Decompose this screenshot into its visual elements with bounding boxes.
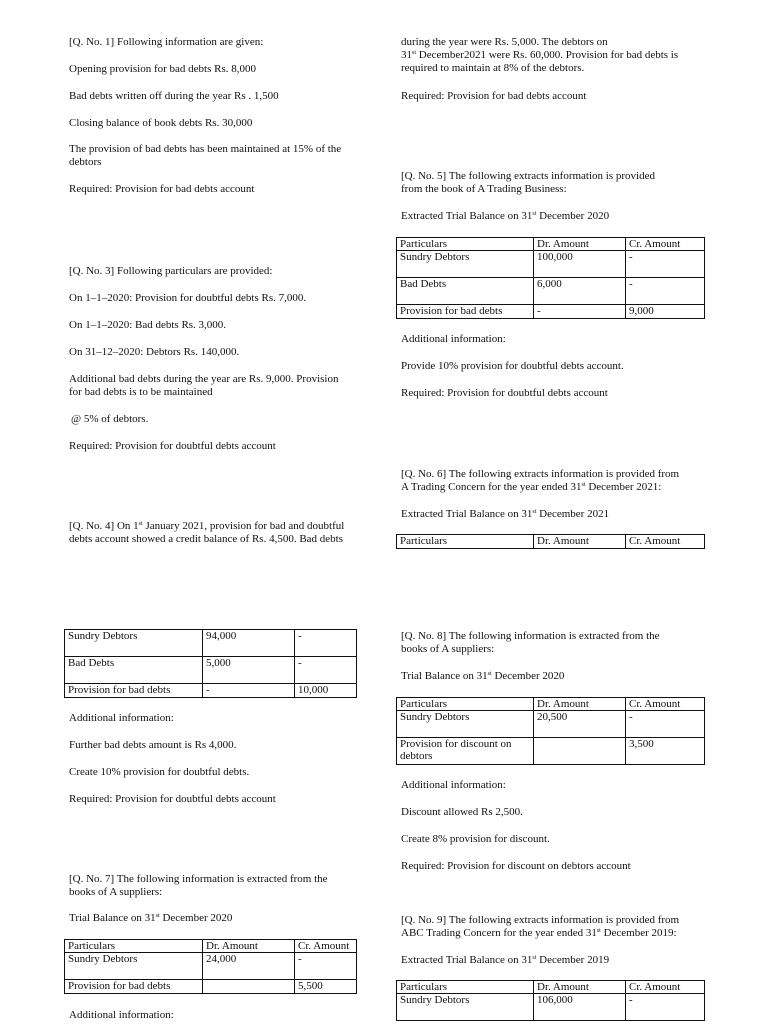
q7-trial-balance-table bbox=[64, 939, 357, 994]
q9-trial-balance-table bbox=[396, 980, 705, 1021]
q3-additional-line1: Additional bad debts during the year are Rs. 9,000. Provision bbox=[69, 373, 339, 385]
table-row: Provision for discount on debtors 3,500 bbox=[397, 738, 705, 765]
q9-trial-balance-title: Extracted Trial Balance on 31st December 2019 bbox=[401, 954, 610, 966]
table-header-row: Particulars Dr. Amount Cr. Amount bbox=[397, 698, 705, 711]
table-row: Sundry Debtors 100,000 - bbox=[397, 251, 705, 278]
q4-cont-required: Required: Provision for bad debts account bbox=[401, 90, 587, 102]
q7-additional: Additional information: bbox=[69, 1009, 174, 1021]
q5-trial-balance-title: Extracted Trial Balance on 31st December 2020 bbox=[401, 210, 610, 222]
q7-trial-balance-title: Trial Balance on 31st December 2020 bbox=[69, 912, 233, 924]
q3-additional-line2: for bad debts is to be maintained bbox=[69, 386, 213, 398]
q4-additional: Additional information: bbox=[69, 712, 174, 724]
q6-trial-balance-title: Extracted Trial Balance on 31st December 2021 bbox=[401, 508, 610, 520]
q4-create: Create 10% provision for doubtful debts. bbox=[69, 766, 250, 778]
q8-discount: Discount allowed Rs 2,500. bbox=[401, 806, 523, 818]
q3-line3: On 31–12–2020: Debtors Rs. 140,000. bbox=[69, 346, 240, 358]
q1-written-off: Bad debts written off during the year Rs . 1,500 bbox=[69, 90, 279, 102]
table-row: Sundry Debtors 106,000 - bbox=[397, 994, 705, 1021]
q5-trial-balance-table bbox=[396, 237, 705, 319]
q3-line2: On 1–1–2020: Bad debts Rs. 3,000. bbox=[69, 319, 227, 331]
q1-opening: Opening provision for bad debts Rs. 8,000 bbox=[69, 63, 256, 75]
q8-trial-balance-title: Trial Balance on 31st December 2020 bbox=[401, 670, 565, 682]
q5-line2: from the book of A Trading Business: bbox=[401, 183, 567, 195]
q1-closing: Closing balance of book debts Rs. 30,000 bbox=[69, 117, 253, 129]
q1-provision-line2: debtors bbox=[69, 156, 102, 168]
q1-required: Required: Provision for bad debts account bbox=[69, 183, 255, 195]
q9-line1: [Q. No. 9] The following extracts information is provided from bbox=[401, 914, 680, 926]
q1-heading: [Q. No. 1] Following information are given: bbox=[69, 36, 264, 48]
q3-line1: On 1–1–2020: Provision for doubtful debts Rs. 7,000. bbox=[69, 292, 307, 304]
q1-provision-line1: The provision of bad debts has been maintained at 15% of the bbox=[69, 143, 342, 155]
q4-line1: [Q. No. 4] On 1st January 2021, provision for bad and doubtful bbox=[69, 520, 345, 532]
q8-create: Create 8% provision for discount. bbox=[401, 833, 550, 845]
q8-line2: books of A suppliers: bbox=[401, 643, 495, 655]
q8-line1: [Q. No. 8] The following information is extracted from the bbox=[401, 630, 660, 642]
q8-required: Required: Provision for discount on debtors account bbox=[401, 860, 631, 872]
table-header-row: Particulars Dr. Amount Cr. Amount bbox=[65, 940, 357, 953]
table-header-row: Particulars Dr. Amount Cr. Amount bbox=[397, 238, 705, 251]
q3-required: Required: Provision for doubtful debts account bbox=[69, 440, 276, 452]
q7-line2: books of A suppliers: bbox=[69, 886, 163, 898]
q6-trial-balance-table bbox=[396, 534, 705, 549]
q5-required: Required: Provision for doubtful debts account bbox=[401, 387, 608, 399]
table-header-row: Particulars Dr. Amount Cr. Amount bbox=[397, 535, 705, 549]
q9-line2: ABC Trading Concern for the year ended 31st December 2019: bbox=[401, 927, 677, 939]
q4-cont-line1: during the year were Rs. 5,000. The debtors on bbox=[401, 36, 608, 48]
q6-line2: A Trading Concern for the year ended 31st December 2021: bbox=[401, 481, 662, 493]
table-row: Provision for bad debts - 10,000 bbox=[65, 684, 357, 698]
q5-provide: Provide 10% provision for doubtful debts account. bbox=[401, 360, 624, 372]
q3-rate: @ 5% of debtors. bbox=[71, 413, 149, 425]
q7-line1: [Q. No. 7] The following information is extracted from the bbox=[69, 873, 328, 885]
table-header-row: Particulars Dr. Amount Cr. Amount bbox=[397, 981, 705, 994]
q4-required: Required: Provision for doubtful debts account bbox=[69, 793, 276, 805]
table-row: Bad Debts 5,000 - bbox=[65, 657, 357, 684]
q6-line1: [Q. No. 6] The following extracts information is provided from bbox=[401, 468, 680, 480]
q4-cont-line3: required to maintain at 8% of the debtors. bbox=[401, 62, 585, 74]
q3-heading: [Q. No. 3] Following particulars are provided: bbox=[69, 265, 273, 277]
table-row: Sundry Debtors 94,000 - bbox=[65, 630, 357, 657]
q4-trial-balance-table bbox=[64, 629, 357, 698]
table-row: Provision for bad debts 5,500 bbox=[65, 980, 357, 994]
table-row: Sundry Debtors 20,500 - bbox=[397, 711, 705, 738]
q4-cont-line2: 31st December2021 were Rs. 60,000. Provision for bad debts is bbox=[401, 49, 679, 61]
q4-further: Further bad debts amount is Rs 4,000. bbox=[69, 739, 237, 751]
q5-additional: Additional information: bbox=[401, 333, 506, 345]
table-row: Bad Debts 6,000 - bbox=[397, 278, 705, 305]
q4-line2: debts account showed a credit balance of Rs. 4,500. Bad debts bbox=[69, 533, 344, 545]
q8-additional: Additional information: bbox=[401, 779, 506, 791]
q8-trial-balance-table bbox=[396, 697, 705, 765]
table-row: Sundry Debtors 24,000 - bbox=[65, 953, 357, 980]
q5-line1: [Q. No. 5] The following extracts information is provided bbox=[401, 170, 655, 182]
table-row: Provision for bad debts - 9,000 bbox=[397, 305, 705, 319]
